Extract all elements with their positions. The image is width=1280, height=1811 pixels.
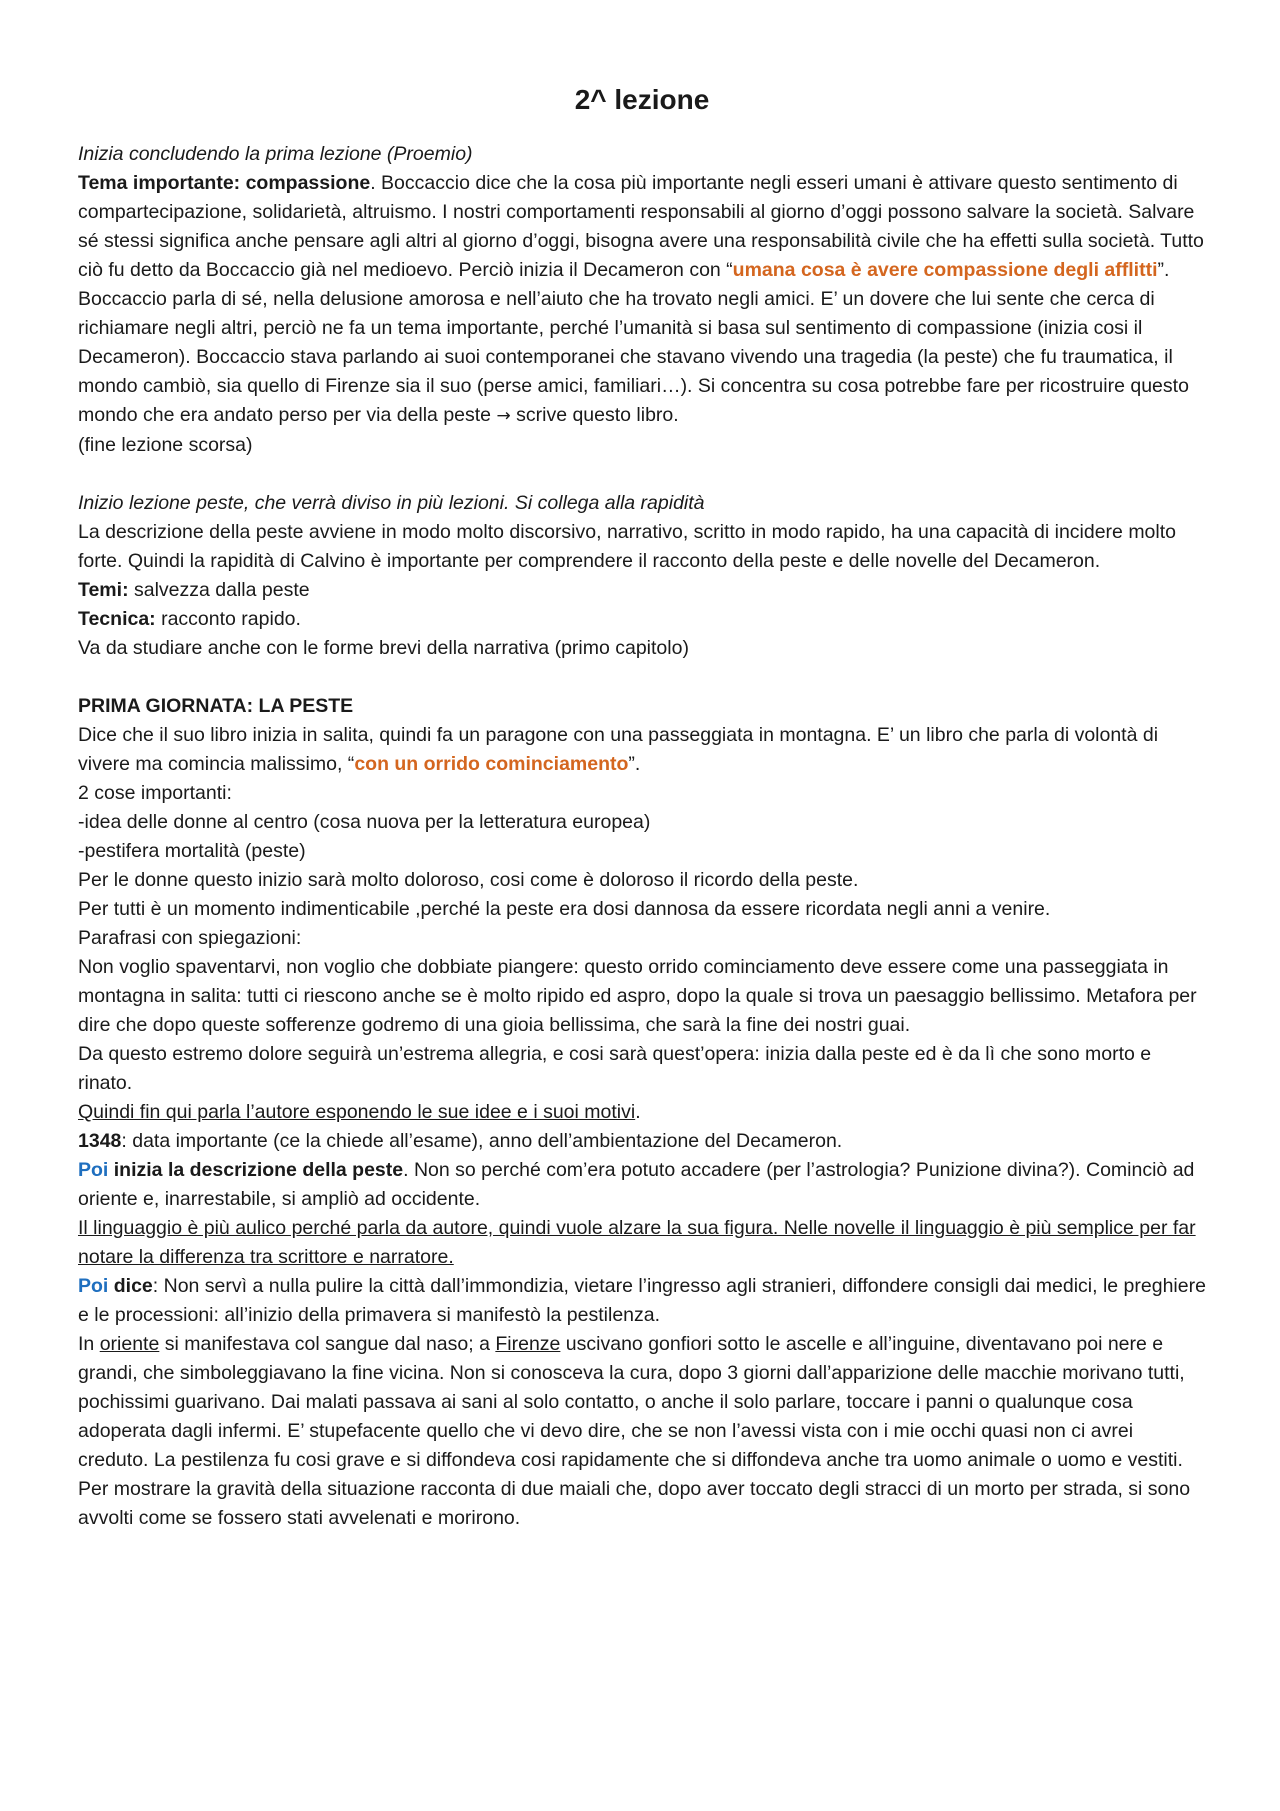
theme-label: Tema importante: compassione [78,172,371,194]
paragraph-text: Dice che il suo libro inizia in salita, quindi fa un paragone con una passeggiata in montagna. E’ un libro che parla di volontà di vivere ma comincia malissimo, “ [78,724,1159,775]
poi-text: : Non servì a nulla pulire la città dall’immondizia, vietare l’ingresso agli stranieri, diffondere consigli dai medici, le preghiere e le processioni: all’inizio della primavera si manifestò la pestilenza. [78,1275,1206,1326]
poi-paragraph-1 [78,1156,1206,1214]
compassion-quote: umana cosa è avere compassione degli afflitti [732,259,1158,281]
poi-bold-text: dice [108,1275,153,1297]
section3-line-5: Per tutti è un momento indimenticabile ,perché la peste era dosi dannosa da essere ricordata negli anni a venire. [78,898,1051,920]
paragraph-text: si manifestava col sangue dal naso; a [159,1333,496,1355]
quote-end: ”. [628,753,641,775]
tecnica-line [78,605,1206,634]
document-page [78,80,1206,1533]
oriente-text: oriente [99,1333,160,1355]
poi-text: . Non so perché com’era potuto accadere (per l’astrologia? Punizione divina?). Cominciò ad oriente e, inarrestabile, si ampliò ad occidente. [78,1159,1195,1210]
section3-line-4: Per le donne questo inizio sarà molto doloroso, cosi come è doloroso il ricordo della peste. [78,869,859,891]
section3-line-2: -idea delle donne al centro (cosa nuova per la letteratura europea) [78,811,651,833]
section2-note: Va da studiare anche con le forme brevi della narrativa (primo capitolo) [78,637,689,659]
blank-line [78,663,1206,692]
paragraph-text-end: scrive questo libro. [510,404,679,426]
year-text: : data importante (ce la chiede all’esame), anno dell’ambientazione del Decameron. [121,1130,843,1152]
tecnica-text: racconto rapido. [155,608,301,630]
section1-paragraph-2 [78,285,1206,431]
paragraph-text: uscivano gonfiori sotto le ascelle e all’inguine, diventavano poi nere e grandi, che simboleggiavano la fine vicina. Non si conosceva la cura, dopo 3 giorni dall’apparizione delle macchie morivano tutti, pochissimi guarivano. Dai malati passava ai sani al solo contatto, o anche il solo parlare, toccare i panni o qualunque cosa adoperata dagli infermi. E’ stupefacente quello che vi devo dire, che se non l’avessi vista con i mie occhi quasi non ci avrei creduto. La pestilenza fu cosi grave e si diffondeva cosi rapidamente che si diffondeva anche tra uomo animale o uomo e vestiti. [78,1333,1185,1471]
section1-end-note: (fine lezione scorsa) [78,434,253,456]
year-label: 1348 [78,1130,122,1152]
paragraph-text: Boccaccio parla di sé, nella delusione amorosa e nell’aiuto che ha trovato negli amici. E’ un dovere che lui sente che cerca di richiamare negli altri, perciò ne fa un tema importante, perché l’umanità si basa sul sentimento di compassione (inizia cosi il Decameron). Boccaccio stava parlando ai suoi contemporanei che stavano vivendo una tragedia (la peste) che fu traumatica, il mondo cambiò, sia quello di Firenze sia il suo (perse amici, familiari…). Si concentra su cosa potrebbe fare per ricostruire questo mondo che era andato perso per via della peste [78,288,1189,426]
paragraph-text: In [78,1333,100,1355]
arrow-right-icon: → [496,406,511,426]
tecnica-label: Tecnica: [78,608,156,630]
section3-underlined-1 [78,1098,1206,1127]
poi-paragraph-2 [78,1272,1206,1330]
section3-heading: PRIMA GIORNATA: LA PESTE [78,695,354,717]
section2-intro: Inizio lezione peste, che verrà diviso in più lezioni. Si collega alla rapidità [78,492,705,514]
underlined-text-end: . [635,1101,641,1123]
section2-paragraph-1: La descrizione della peste avviene in modo molto discorsivo, narrativo, scritto in modo rapido, ha una capacità di incidere molto forte. Quindi la rapidità di Calvino è importante per comprendere il racconto della peste e delle novelle del Decameron. [78,521,1176,572]
section3-paragraph-5: Per mostrare la gravità della situazione racconta di due maiali che, dopo aver toccato degli stracci di un morto per strada, si sono avvolti come se fossero stati avvelenati e morirono. [78,1478,1191,1529]
firenze-text: Firenze [495,1333,561,1355]
quote-end: ”. [1157,259,1170,281]
section3-paragraph-4 [78,1330,1206,1475]
blank-line [78,460,1206,489]
section3-line-6: Parafrasi con spiegazioni: [78,927,302,949]
section3-line-3: -pestifera mortalità (peste) [78,840,306,862]
underlined-text: Quindi fin qui parla l’autore esponendo le sue idee e i suoi motivi [78,1101,636,1123]
section3-line-1: 2 cose importanti: [78,782,232,804]
temi-text: salvezza dalla peste [128,579,310,601]
page-title: 2^ lezione [574,84,710,115]
year-line [78,1127,1206,1156]
poi-label: Poi [78,1159,109,1181]
section3-paragraph-2: Non voglio spaventarvi, non voglio che dobbiate piangere: questo orrido cominciamento deve essere come una passeggiata in montagna in salita: tutti ci riescono anche se è molto ripido ed aspro, dopo la quale si trova un paesaggio bellissimo. Metafora per dire che dopo queste sofferenze godremo di una gioia bellissima, che sarà la fine dei nostri guai. [78,956,1197,1036]
section1-theme-paragraph [78,169,1206,285]
temi-line [78,576,1206,605]
poi-label: Poi [78,1275,109,1297]
section3-paragraph-1 [78,721,1206,779]
theme-text: . Boccaccio dice che la cosa più importante negli esseri umani è attivare questo sentimento di compartecipazione, solidarietà, altruismo. I nostri comportamenti responsabili al giorno d’oggi possono salvare la società. Salvare sé stessi significa anche pensare agli altri al giorno d’oggi, bisogna avere una responsabilità civile che ha effetti sulla società. Tutto ciò fu detto da Boccaccio già nel medioevo. Perciò inizia il Decameron con “ [78,172,1204,281]
orrido-quote: con un orrido cominciamento [354,753,629,775]
section3-underlined-2: Il linguaggio è più aulico perché parla da autore, quindi vuole alzare la sua figura. Nelle novelle il linguaggio è più semplice per far notare la differenza tra scrittore e narratore. [78,1217,1196,1268]
temi-label: Temi: [78,579,129,601]
section1-intro: Inizia concludendo la prima lezione (Proemio) [78,143,473,165]
section3-paragraph-3: Da questo estremo dolore seguirà un’estrema allegria, e cosi sarà quest’opera: inizia dalla peste ed è da lì che sono morto e rinato. [78,1043,1152,1094]
poi-bold-text: inizia la descrizione della peste [108,1159,404,1181]
